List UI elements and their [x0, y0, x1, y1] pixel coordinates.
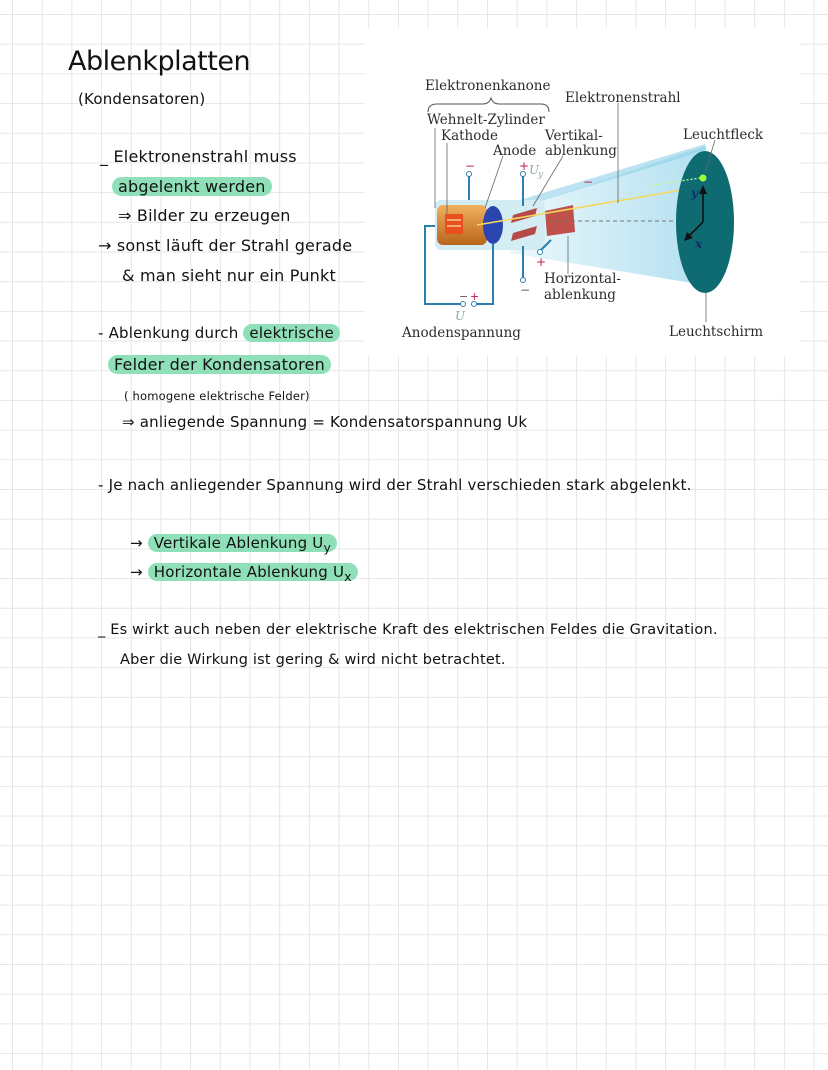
uy-sub: y — [538, 170, 544, 180]
note-line: ⇒ anliegende Spannung = Kondensatorspannung Uk — [122, 413, 528, 431]
label-elektronenkanone: Elektronenkanone — [425, 78, 551, 94]
note-line: → sonst läuft der Strahl gerade — [98, 236, 353, 255]
plus-sign: + — [536, 255, 547, 269]
label-wehnelt-zylinder: Wehnelt-Zylinder — [427, 112, 545, 128]
label-leuchtfleck: Leuchtfleck — [683, 127, 764, 143]
note-line: ⇒ Bilder zu erzeugen — [118, 206, 291, 225]
highlight-text: Felder der Kondensatoren — [108, 355, 331, 374]
note-line: _ Es wirkt auch neben der elektrische Kraft des elektrischen Feldes die Gravitation. — [98, 622, 718, 638]
axis-x-label: x — [695, 237, 703, 251]
page-subtitle: (Kondensatoren) — [78, 90, 206, 108]
axis-y-label: y — [691, 186, 698, 200]
note-highlight — [112, 177, 272, 196]
crt-diagram — [365, 28, 800, 356]
note-line: - Je nach anliegender Spannung wird der Strahl verschieden stark abgelenkt. — [98, 476, 692, 494]
label-anode: Anode — [493, 143, 537, 159]
label-horizontal-2: ablenkung — [544, 287, 616, 303]
label-horizontal-1: Horizontal- — [544, 271, 621, 287]
note-line: Aber die Wirkung ist gering & wird nicht betrachtet. — [120, 652, 506, 668]
minus-sign: − — [583, 175, 594, 189]
highlight-text: Horizontale Ablenkung $U_x$ — [148, 563, 358, 581]
highlight-text: Vertikale Ablenkung $U_y$ — [148, 534, 337, 552]
label-vertikal-1: Vertikal- — [545, 128, 603, 144]
highlight-text: elektrische — [243, 324, 340, 342]
plus-sign: + — [470, 290, 480, 303]
note-line: _ Elektronenstrahl muss — [100, 147, 297, 166]
note-line: & man sieht nur ein Punkt — [122, 266, 336, 285]
list-item — [130, 563, 358, 584]
label-kathode: Kathode — [441, 128, 499, 144]
minus-sign: − — [459, 290, 469, 303]
arrow-icon: → — [130, 563, 143, 581]
label-leuchtschirm: Leuchtschirm — [669, 324, 764, 340]
list-item — [130, 534, 337, 555]
label-vertikal-2: ablenkung — [545, 143, 617, 159]
minus-sign: − — [520, 283, 531, 297]
u-label: U — [455, 309, 466, 323]
note-highlight — [108, 355, 331, 374]
label-anodenspannung: Anodenspannung — [402, 325, 521, 341]
minus-sign: − — [465, 159, 476, 173]
label-elektronenstrahl: Elektronenstrahl — [565, 90, 681, 106]
page-title: Ablenkplatten — [68, 46, 251, 77]
arrow-icon: → — [130, 534, 143, 552]
plus-sign: + — [519, 159, 530, 173]
note-line: ( homogene elektrische Felder) — [124, 389, 310, 403]
highlight-text: abgelenkt werden — [112, 177, 272, 196]
uy-label: U — [529, 163, 540, 177]
note-line — [98, 324, 340, 342]
note-text: - Ablenkung durch — [98, 324, 244, 342]
